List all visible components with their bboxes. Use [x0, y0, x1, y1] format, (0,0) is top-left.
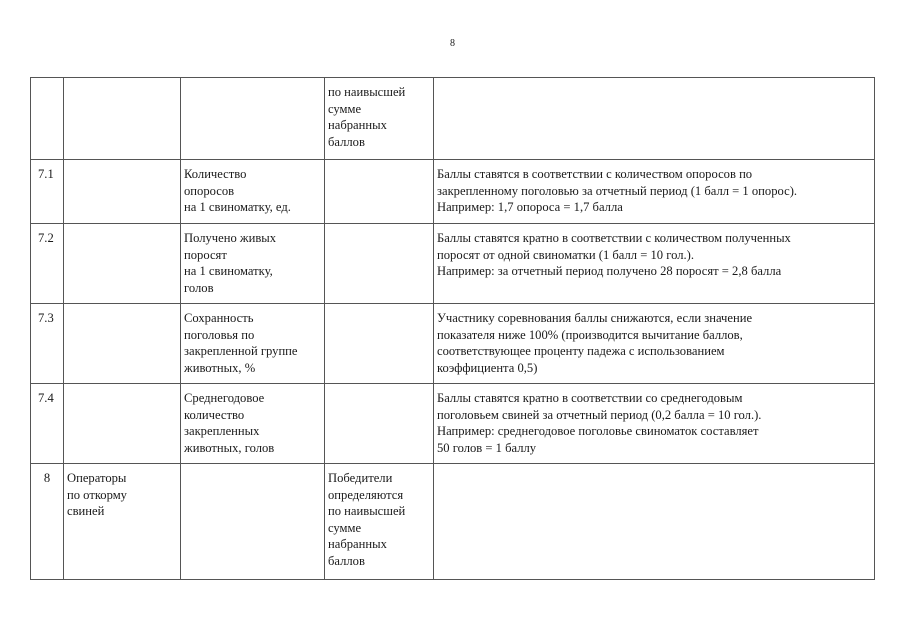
- indicator-cell: [181, 464, 325, 580]
- indicator-cell: [181, 78, 325, 160]
- table-row: [31, 78, 875, 160]
- indicator-line: Количество: [184, 167, 247, 181]
- category-line: по откорму: [67, 487, 127, 502]
- description-line: соответствующее проценту падежа с использованием: [437, 344, 725, 359]
- winner-rule-cell: [325, 78, 434, 160]
- description-line: поголовьем свиней за отчетный период (0,2 балла = 10 гол.).: [437, 407, 762, 422]
- row-number-cell: 7.4: [31, 384, 64, 464]
- indicator-line: закрепленных: [184, 424, 260, 439]
- indicator-line: животных, %: [184, 360, 256, 375]
- winner-rule-cell: [325, 464, 434, 580]
- table-row: [31, 384, 875, 464]
- description-cell: [434, 78, 875, 160]
- row-number-cell: 8: [31, 464, 64, 580]
- description-line: поросят от одной свиноматки (1 балл = 10 гол.).: [437, 247, 694, 262]
- table-row: [31, 464, 875, 580]
- winner-rule-line: сумме: [328, 101, 362, 116]
- page-number: 8: [450, 38, 455, 49]
- winner-rule-line: Победители: [328, 471, 393, 485]
- winner-rule-line: определяются: [328, 487, 404, 502]
- indicator-cell: [181, 304, 325, 384]
- description-line: 50 голов = 1 баллу: [437, 440, 537, 455]
- winner-rule-line: по наивысшей: [328, 504, 406, 519]
- indicator-line: Сохранность: [184, 311, 254, 325]
- description-line: коэффициента 0,5): [437, 360, 538, 375]
- winner-rule-line: сумме: [328, 520, 362, 535]
- description-line: Баллы ставятся кратно в соответствии со среднегодовым: [437, 391, 743, 405]
- indicator-line: на 1 свиноматку,: [184, 264, 273, 279]
- table-row: [31, 160, 875, 224]
- winner-rule-cell: [325, 384, 434, 464]
- winner-rule-line: баллов: [328, 553, 365, 568]
- winner-rule-line: набранных: [328, 537, 387, 552]
- description-line: Баллы ставятся кратно в соответствии с количеством полученных: [437, 231, 791, 245]
- winner-rule-cell: [325, 224, 434, 304]
- indicator-line: поголовья по: [184, 327, 255, 342]
- category-line: свиней: [67, 504, 105, 519]
- row-number-cell: [31, 78, 64, 160]
- description-line: Например: за отчетный период получено 28 поросят = 2,8 балла: [437, 264, 782, 279]
- indicator-line: на 1 свиноматку, ед.: [184, 200, 291, 215]
- indicator-line: поросят: [184, 247, 227, 262]
- description-line: показателя ниже 100% (производится вычитание баллов,: [437, 327, 743, 342]
- description-cell: [434, 464, 875, 580]
- category-cell: [64, 304, 181, 384]
- description-cell: [434, 224, 875, 304]
- category-cell: [64, 78, 181, 160]
- indicator-line: опоросов: [184, 183, 235, 198]
- indicator-line: Получено живых: [184, 231, 277, 245]
- indicator-line: количество: [184, 407, 245, 422]
- description-cell: [434, 304, 875, 384]
- description-line: Баллы ставятся в соответствии с количеством опоросов по: [437, 167, 753, 181]
- description-cell: [434, 160, 875, 224]
- criteria-table: [30, 77, 875, 580]
- row-number-cell: 7.3: [31, 304, 64, 384]
- category-cell: [64, 224, 181, 304]
- row-number-cell: 7.1: [31, 160, 64, 224]
- indicator-line: закрепленной группе: [184, 344, 298, 359]
- row-number-cell: 7.2: [31, 224, 64, 304]
- description-line: Например: 1,7 опороса = 1,7 балла: [437, 200, 623, 215]
- indicator-cell: [181, 160, 325, 224]
- category-cell: [64, 384, 181, 464]
- indicator-cell: [181, 384, 325, 464]
- indicator-line: животных, голов: [184, 440, 275, 455]
- description-line: Например: среднегодовое поголовье свиноматок составляет: [437, 424, 759, 439]
- description-line: закрепленному поголовью за отчетный период (1 балл = 1 опорос).: [437, 183, 798, 198]
- indicator-line: голов: [184, 280, 214, 295]
- category-cell: [64, 464, 181, 580]
- winner-rule-cell: [325, 304, 434, 384]
- description-cell: [434, 384, 875, 464]
- description-line: Участнику соревнования баллы снижаются, если значение: [437, 311, 753, 325]
- winner-rule-line: по наивысшей: [328, 85, 406, 99]
- indicator-cell: [181, 224, 325, 304]
- indicator-line: Среднегодовое: [184, 391, 265, 405]
- table-row: [31, 224, 875, 304]
- winner-rule-cell: [325, 160, 434, 224]
- category-cell: [64, 160, 181, 224]
- winner-rule-line: баллов: [328, 134, 365, 149]
- category-line: Операторы: [67, 471, 127, 485]
- winner-rule-line: набранных: [328, 118, 387, 133]
- table-row: [31, 304, 875, 384]
